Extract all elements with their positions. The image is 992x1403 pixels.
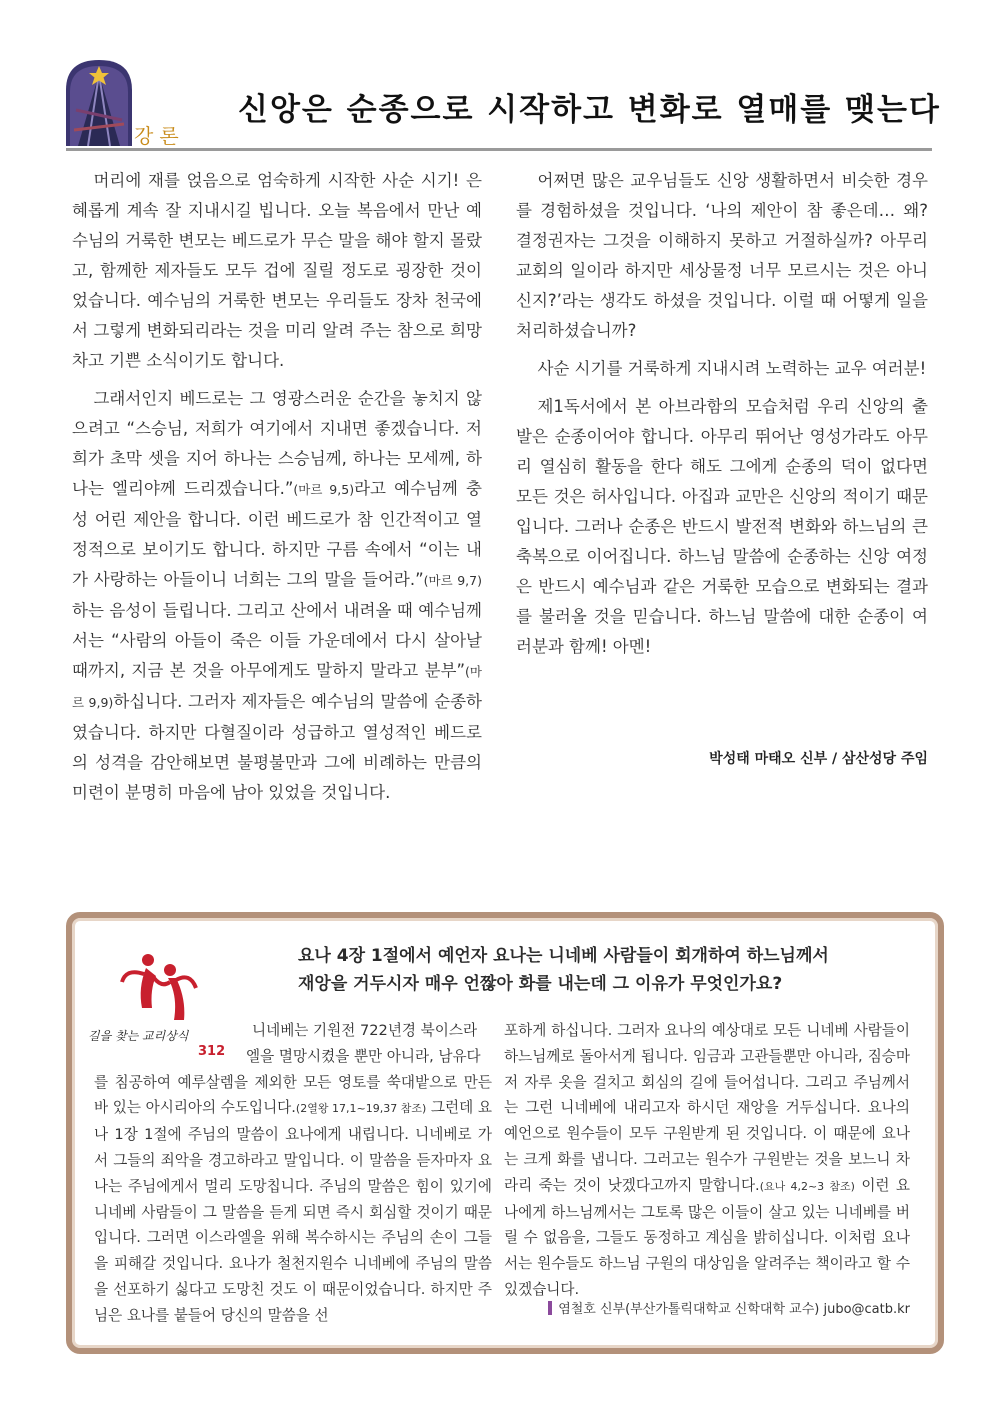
section-label: 강론 — [134, 124, 185, 148]
scripture-ref: (마르 9,9) — [72, 664, 482, 710]
signature-bar-icon — [548, 1301, 552, 1315]
scripture-ref: (마르 9,5) — [293, 482, 355, 497]
scripture-ref: (2열왕 17,1~19,37 참조) — [295, 1102, 427, 1116]
header-divider — [66, 148, 932, 151]
box-right-column: 포하게 하십니다. 그러자 요나의 예상대로 모든 니네베 사람들이 하느님께로 돌아서게 됩니다. 임금과 고관들뿐만 아니라, 짐승마저 자루 옷을 걸치고 회심의 길에 들어섭니다. 그리고 주님께서는 그런 니네베에 내리고자 하시던 재앙을 거두십니다. 요나의 예언으로 원수들이 모두 구원받게 된 것입니다. 이 때문에 요나는 크게 화를 냅니다. 그러고는 원수가 구원받는 것을 보느니 차라리 죽는 것이 낫겠다고까지 말합니다.(요나 4,2~3 참조) 이런 요나에게 하느님께서는 그토록 많은 이들이 살고 있는 니네베를 버릴 수 없음을, 그들도 동정하고 계심을 밝히십니다. 이처럼 요나서는 원수들도 하느님 구원의 대상임을 알려주는 책이라고 할 수 있겠습니다. — [504, 1022, 910, 1298]
right-paragraph-3: 제1독서에서 본 아브라함의 모습처럼 우리 신앙의 출발은 순종이어야 합니다. 아무리 뛰어난 영성가라도 아무리 열심히 활동을 한다 해도 그에게 순종의 덕이 없다면 모든 것은 허사입니다. 아집과 교만은 신앙의 적이기 때문입니다. 그러나 순종은 반드시 발전적 변화와 하느님의 큰 축복으로 이어집니다. 하느님 말씀에 순종하는 신앙 여정은 반드시 예수님과 같은 거룩한 모습으로 변화되는 결과를 불러올 것을 믿습니다. 하느님 말씀에 대한 순종이 여러분과 함께! 아멘! — [516, 397, 928, 656]
page-title: 신앙은 순종으로 시작하고 변화로 열매를 맺는다 — [238, 92, 941, 128]
left-paragraph-2: 그래서인지 베드로는 그 영광스러운 순간을 놓치지 않으려고 “스승님, 저희가 여기에서 지내면 좋겠습니다. 저희가 초막 셋을 지어 하나는 스승님께, 하나는 모세께, 하나는 엘리야께 드리겠습니다.”(마르 9,5)라고 예수님께 충성 어린 제안을 합니다. 이런 베드로가 참 인간적이고 열정적으로 보이기도 합니다. 하지만 구름 속에서 “이는 내가 사랑하는 아들이니 너희는 그의 말을 들어라.”(마르 9,7) 하는 음성이 들립니다. 그리고 산에서 내려올 때 예수님께서는 “사람의 아들이 죽은 이들 가운데에서 다시 살아날 때까지, 지금 본 것을 아무에게도 말하지 말라고 분부”(마르 9,9)하십니다. 그러자 제자들은 예수님의 말씀에 순종하였습니다. 하지만 다혈질이라 성급하고 열성적인 베드로의 성격을 감안해보면 불평불만과 그에 비례하는 만큼의 미련이 분명히 마음에 남아 있었을 것입니다. — [72, 389, 482, 802]
left-column — [72, 166, 482, 816]
box-lead-line-2: 엘을 멸망시켰을 뿐만 아니라, 남유다 — [246, 1047, 481, 1065]
right-paragraph-1: 어쩌면 많은 교우님들도 신앙 생활하면서 비슷한 경우를 경험하셨을 것입니다. ‘나의 제안이 참 좋은데… 왜? 결정권자는 그것을 이해하지 못하고 거절하실까? 아무리 교회의 일이라 하지만 세상물정 너무 모르시는 것은 아니신지?’라는 생각도 하셨을 것입니다. 이럴 때 어떻게 일을 처리하셨습니까? — [516, 171, 928, 340]
box-signature: 염철호 신부(부산가톨릭대학교 신학대학 교수) jubo@catb.kr — [504, 1298, 910, 1317]
right-paragraph-2: 사순 시기를 거룩하게 지내시려 노력하는 교우 여러분! — [537, 359, 927, 378]
scripture-ref: (마르 9,7) — [423, 573, 482, 588]
scripture-ref: (요나 4,2~3 참조) — [759, 1179, 855, 1193]
box-title: 요나 4장 1절에서 예언자 요나는 니네베 사람들이 회개하여 하느님께서 재앙을 거두시자 매우 언짢아 화를 내는데 그 이유가 무엇인가요? — [298, 946, 829, 994]
catechism-box — [66, 912, 944, 1354]
box-left-column: 니네베는 기원전 722년경 북이스라 엘을 멸망시켰을 뿐만 아니라, 남유다 를 침공하여 예루살렘을 제외한 모든 영토를 쑥대밭으로 만든 바 있는 아시리아의 수도입니다.(2열왕 17,1~19,37 참조) 그런데 요나 1장 1절에 주님의 말씀이 요나에게 내립니다. 니네베로 가서 그들의 죄악을 경고하라고 말입니다. 이 말씀을 듣자마자 요나는 주님에게서 멀리 도망칩니다. 주님의 말씀은 힘이 있기에 니네베 사람들이 그 말씀을 듣게 되면 즉시 회심할 것이기 때문입니다. 그러면 이스라엘을 위해 복수하시는 주님의 손이 그들을 피해갈 것입니다. 요나가 철천지원수 니네베에 주님의 말씀을 선포하기 싫다고 도망친 것도 이 때문이었습니다. 하지만 주님은 요나를 붙들어 당신의 말씀을 선 — [94, 1018, 492, 1329]
emblem-text: 길을 찾는 교리상식 — [88, 1029, 189, 1043]
emblem-number: 312 — [198, 1044, 226, 1059]
right-column — [516, 166, 928, 670]
box-lead-line-1: 니네베는 기원전 722년경 북이스라 — [252, 1022, 478, 1039]
left-paragraph-1: 머리에 재를 얹음으로 엄숙하게 시작한 사순 시기! 은혜롭게 계속 잘 지내시길 빕니다. 오늘 복음에서 만난 예수님의 거룩한 변모는 베드로가 무슨 말을 해야 할지 몰랐고, 함께한 제자들도 모두 겁에 질릴 정도로 굉장한 것이었습니다. 예수님의 거룩한 변모는 우리들도 장차 천국에서 그렇게 변화되리라는 것을 미리 알려 주는 참으로 희망차고 기쁜 소식이기도 합니다. — [72, 171, 482, 370]
stained-glass-logo-icon — [66, 60, 132, 146]
author-signature: 박성태 마태오 신부 / 삼산성당 주임 — [709, 751, 928, 767]
